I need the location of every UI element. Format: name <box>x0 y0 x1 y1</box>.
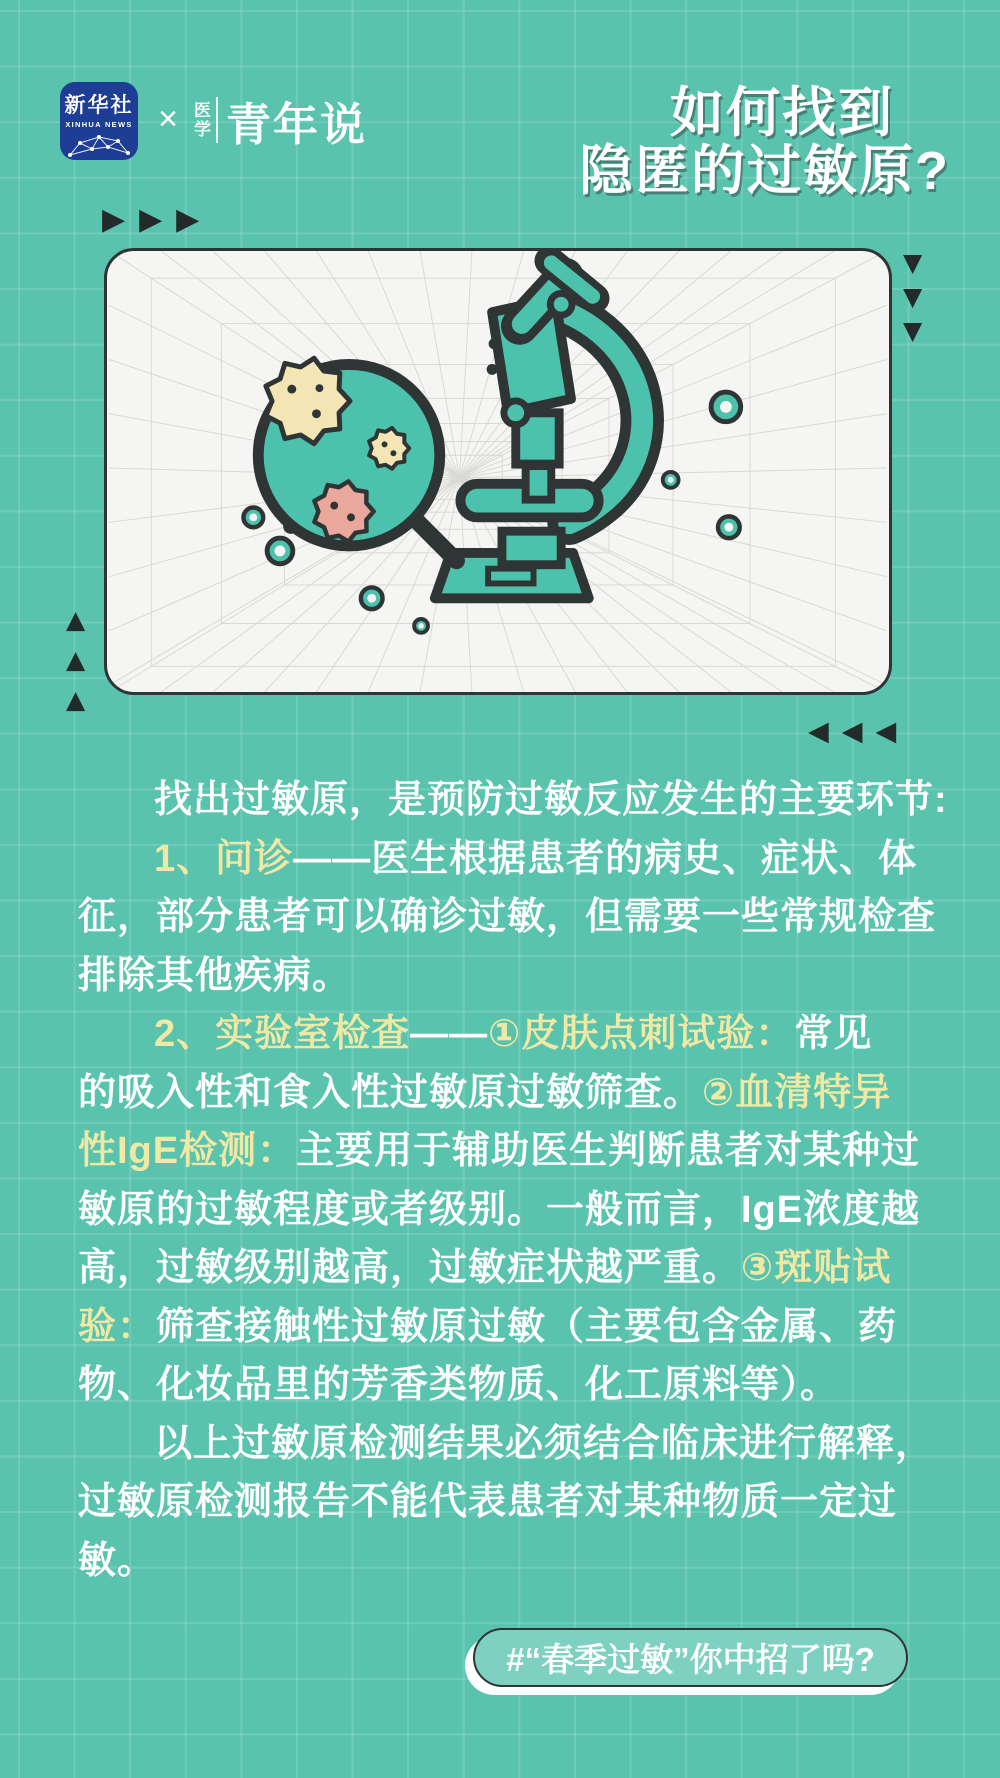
page-title <box>579 84 950 200</box>
body-line: 性IgE检测：主要用于辅助医生判断患者对某种过 <box>78 1130 921 1172</box>
body-line: 敏原的过敏程度或者级别。一般而言，IgE浓度越 <box>78 1188 921 1231</box>
right-triangles-icon: ▶▶▶ <box>102 202 214 237</box>
body-line: 物、化妆品里的芳香类物质、化工原料等）。 <box>78 1364 840 1406</box>
body-line: 的吸入性和食入性过敏原过敏筛查。②血清特异 <box>78 1071 892 1114</box>
illustration-panel <box>104 248 892 695</box>
logo-name-cn: 新华社 <box>64 94 134 117</box>
microscope <box>435 261 642 598</box>
microscope-illustration <box>107 251 889 692</box>
hashtag-label: #“春季过敏”你中招了吗? <box>506 1641 875 1678</box>
brand-main-label: 青年说 <box>226 98 368 150</box>
body-line: 排除其他疾病。 <box>78 954 352 997</box>
body-line: 找出过敏原，是预防过敏反应发生的主要环节: <box>154 779 948 821</box>
down-triangles-icon: ▼ ▼ ▼ <box>903 248 923 345</box>
title-line-2: 隐匿的过敏原? <box>579 141 950 201</box>
allergen-cell-small <box>369 428 409 469</box>
body-line: 过敏原检测报告不能代表患者对某种物质一定过 <box>78 1481 898 1523</box>
left-triangles-icon: ◀◀◀ <box>808 716 910 747</box>
constellation-icon <box>66 131 132 159</box>
brand-small-label: 医 学 <box>194 101 211 139</box>
xinhua-news-logo <box>60 82 138 160</box>
body-line: 验：筛查接触性过敏原过敏（主要包含金属、药 <box>78 1305 898 1348</box>
body-line: 征，部分患者可以确诊过敏，但需要一些常规检查 <box>78 896 937 938</box>
body-line: 敏。 <box>78 1539 157 1582</box>
collab-cross: × <box>158 100 178 138</box>
body-line: 1、问诊——医生根据患者的病史、症状、体 <box>154 837 918 880</box>
brand-divider <box>216 97 218 143</box>
up-triangles-icon: ▲ ▲ ▲ <box>66 605 86 714</box>
body-line: 高，过敏级别越高，过敏症状越严重。③斑贴试 <box>78 1247 892 1289</box>
body-line: 以上过敏原检测结果必须结合临床进行解释， <box>154 1422 935 1465</box>
body-text <box>78 771 948 1590</box>
title-line-1: 如何找到 <box>670 83 894 143</box>
body-line: 2、实验室检查——①皮肤点刺试验：常见 <box>154 1013 873 1055</box>
logo-name-en: XINHUA NEWS <box>65 120 133 129</box>
hashtag-pill <box>473 1628 908 1687</box>
brand-medical-youth <box>194 92 367 148</box>
